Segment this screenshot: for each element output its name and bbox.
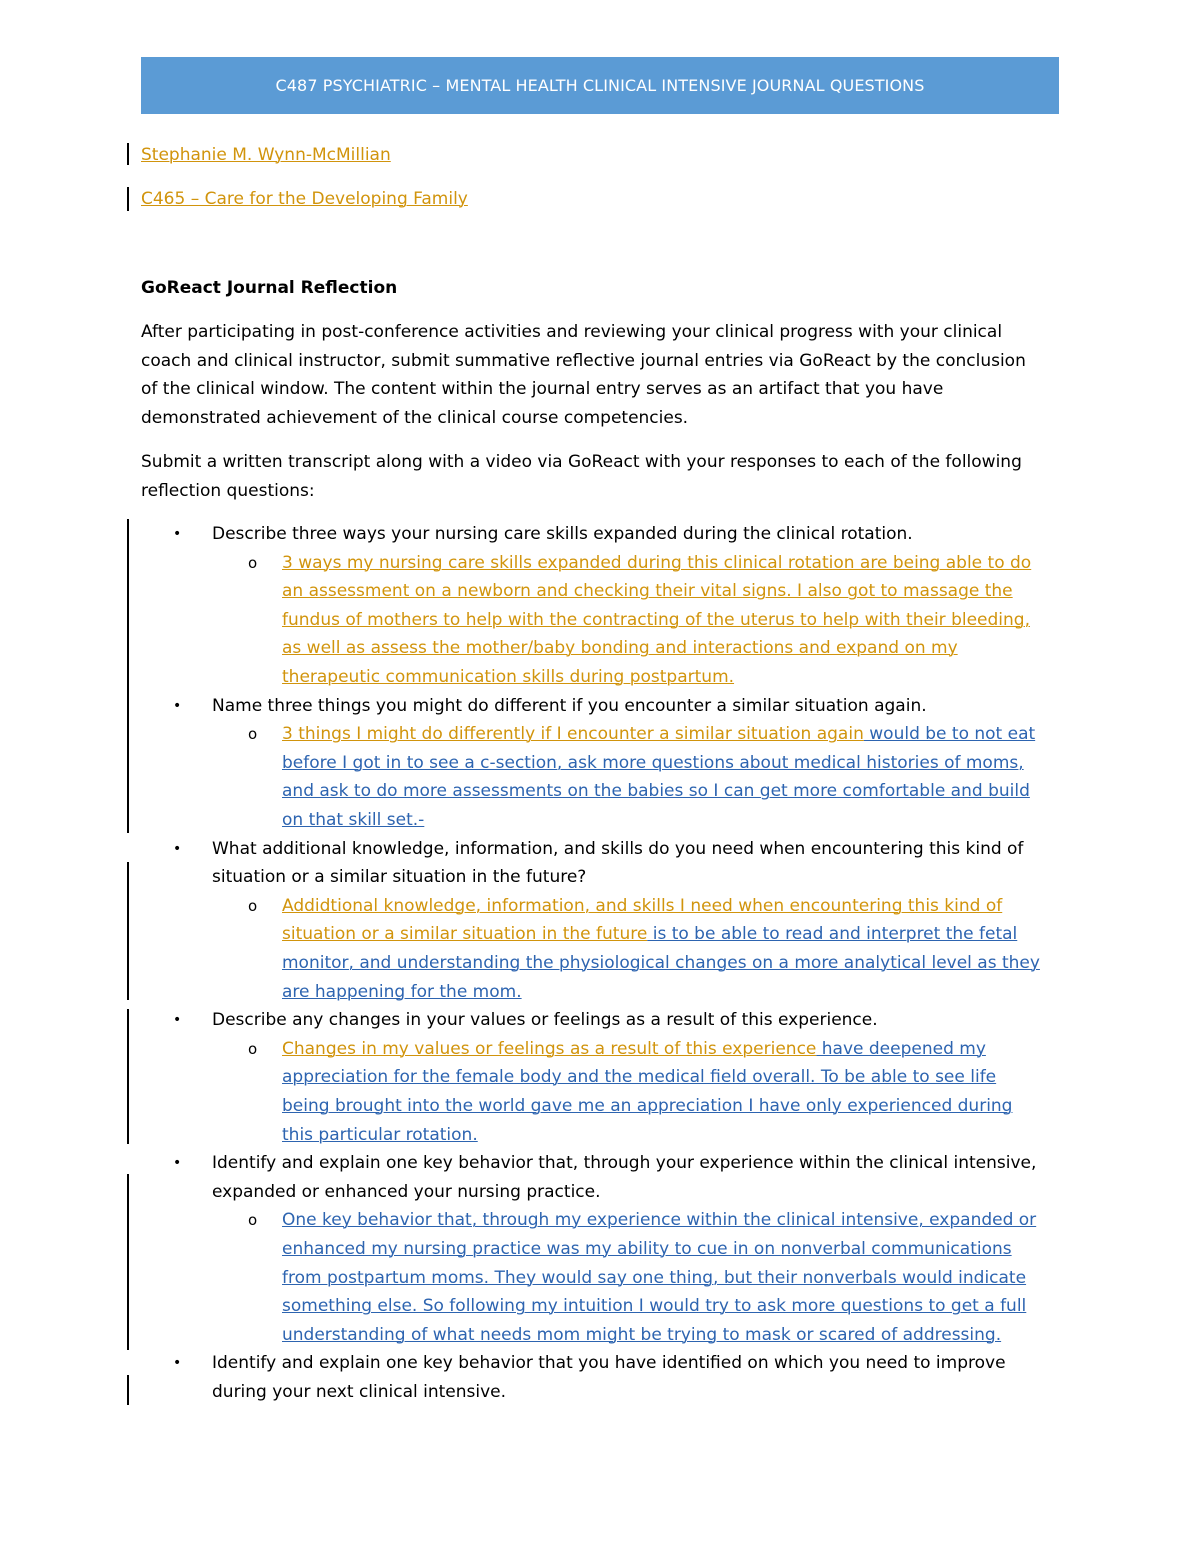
- answer-segment: something else. So following my intuition I would try to ask more questions to get a full: [282, 1296, 1027, 1317]
- document-title: C487 PSYCHIATRIC – MENTAL HEALTH CLINICAL INTENSIVE JOURNAL QUESTIONS: [275, 76, 925, 95]
- answer-segment: from postpartum moms. They would say one thing, but their nonverbals would indicate: [282, 1267, 1027, 1288]
- answer-line: [282, 663, 1082, 692]
- intro-paragraph: After participating in post-conference activities and reviewing your clinical progress with your clinical coach and clinical instructor, submit summative reflective journal entries via GoReact by the conclusion of the clinical window. The content within the journal entry serves as an artifact that you have demonstrated achievement of the clinical course competencies.: [141, 322, 1026, 428]
- question-line: Name three things you might do different if you encounter a similar situation again.: [212, 695, 927, 716]
- answer-line: [282, 1121, 1082, 1150]
- answer-segment: on that skill set.-: [282, 809, 425, 830]
- question-5: [212, 1149, 1092, 1206]
- change-bar: [127, 1375, 129, 1405]
- answer-line: [282, 634, 1082, 663]
- answer-line: [282, 549, 1082, 578]
- question-line: Identify and explain one key behavior that, through your experience within the clinical intensive,: [212, 1153, 1037, 1174]
- answer-segment: understanding of what needs mom might be trying to mask or scared of addressing.: [282, 1324, 1002, 1345]
- answer-line: [282, 1063, 1082, 1092]
- change-bar: [127, 519, 129, 833]
- course-name: C465 – Care for the Developing Family: [141, 189, 468, 209]
- question-line: expanded or enhanced your nursing practice.: [212, 1181, 601, 1202]
- answer-line: [282, 949, 1082, 978]
- answer-segment: monitor, and understanding the physiological changes on a more analytical level as they: [282, 952, 1040, 973]
- answer-segment: is to be able to read and interpret the fetal: [647, 924, 1018, 945]
- answer-segment: would be to not eat: [863, 724, 1036, 745]
- question-line: Describe any changes in your values or feelings as a result of this experience.: [212, 1010, 878, 1031]
- question-line: during your next clinical intensive.: [212, 1381, 507, 1402]
- answer-line: [282, 1092, 1082, 1121]
- change-bar: [127, 187, 129, 211]
- change-bar: [127, 1009, 129, 1144]
- answer-segment: this particular rotation.: [282, 1124, 478, 1145]
- answer-segment: Addidtional knowledge, information, and skills I need when encountering this kind of: [282, 895, 1003, 916]
- answer-line: [282, 920, 1082, 949]
- answer-3: [282, 892, 1082, 1006]
- sub-bullet-icon: o: [248, 553, 258, 572]
- answer-line: [282, 720, 1082, 749]
- answer-segment: being brought into the world gave me an appreciation I have only experienced during: [282, 1095, 1013, 1116]
- bullet-icon: •: [173, 1012, 182, 1029]
- answer-segment: therapeutic communication skills during postpartum.: [282, 666, 735, 687]
- answer-line: [282, 892, 1082, 921]
- change-bar: [127, 862, 129, 1000]
- answer-segment: situation or a similar situation in the future: [282, 924, 648, 945]
- bullet-icon: •: [173, 526, 182, 542]
- instructions-paragraph: Submit a written transcript along with a video via GoReact with your responses to each of the following reflection questions:: [141, 452, 1022, 501]
- answer-segment: and ask to do more assessments on the babies so I can get more comfortable and build: [282, 781, 1030, 802]
- change-bar: [127, 143, 129, 165]
- change-bar: [127, 1174, 129, 1350]
- sub-bullet-icon: o: [248, 725, 258, 744]
- answer-2: [282, 720, 1082, 834]
- bullet-icon: •: [173, 840, 182, 857]
- answer-segment: enhanced my nursing practice was my ability to cue in on nonverbal communications: [282, 1238, 1012, 1259]
- answer-line: [282, 777, 1082, 806]
- answer-line: [282, 577, 1082, 606]
- answer-1: [282, 549, 1082, 692]
- student-name: Stephanie M. Wynn-McMillian: [141, 145, 391, 165]
- answer-line: [282, 806, 1082, 835]
- sub-bullet-icon: o: [248, 1039, 258, 1058]
- answer-line: [282, 1264, 1082, 1293]
- answer-segment: an assessment on a newborn and checking their vital signs. I also got to massage the: [282, 581, 1013, 602]
- answer-segment: 3 things I might do differently if I encounter a similar situation again: [282, 724, 864, 745]
- sub-bullet-icon: o: [248, 896, 258, 915]
- answer-segment: as well as assess the mother/baby bonding and interactions and expand on my: [282, 638, 958, 659]
- answer-line: [282, 749, 1082, 778]
- question-1: [212, 520, 1092, 549]
- answer-line: [282, 1292, 1082, 1321]
- answer-segment: One key behavior that, through my experience within the clinical intensive, expanded or: [282, 1210, 1037, 1231]
- question-3: [212, 835, 1092, 892]
- question-6: [212, 1349, 1092, 1406]
- answer-segment: 3 ways my nursing care skills expanded during this clinical rotation are being able to do: [282, 552, 1032, 573]
- question-2: [212, 692, 1092, 721]
- document-header-banner: [141, 57, 1059, 114]
- question-line: Describe three ways your nursing care skills expanded during the clinical rotation.: [212, 524, 913, 544]
- section-heading: GoReact Journal Reflection: [141, 278, 398, 298]
- answer-line: [282, 978, 1082, 1007]
- answer-line: [282, 1206, 1082, 1235]
- bullet-icon: •: [173, 1355, 182, 1372]
- question-line: What additional knowledge, information, and skills do you need when encountering this kind of: [212, 838, 1024, 859]
- answer-segment: are happening for the mom.: [282, 981, 522, 1002]
- answer-line: [282, 606, 1082, 635]
- answer-segment: fundus of mothers to help with the contracting of the uterus to help with their bleeding,: [282, 609, 1030, 630]
- question-4: [212, 1006, 1092, 1035]
- answer-segment: have deepened my: [816, 1038, 986, 1059]
- answer-segment: appreciation for the female body and the medical field overall. To be able to see life: [282, 1067, 997, 1088]
- answer-line: [282, 1235, 1082, 1264]
- bullet-icon: •: [173, 1155, 182, 1172]
- question-line: Identify and explain one key behavior that you have identified on which you need to improve: [212, 1353, 1006, 1374]
- bullet-icon: •: [173, 697, 182, 714]
- question-line: situation or a similar situation in the future?: [212, 867, 587, 888]
- answer-segment: Changes in my values or feelings as a result of this experience: [282, 1038, 817, 1059]
- answer-5: [282, 1206, 1082, 1349]
- answer-4: [282, 1035, 1082, 1149]
- answer-segment: before I got in to see a c-section, ask more questions about medical histories of moms,: [282, 752, 1024, 773]
- sub-bullet-icon: o: [248, 1211, 258, 1230]
- answer-line: [282, 1321, 1082, 1350]
- answer-line: [282, 1035, 1082, 1064]
